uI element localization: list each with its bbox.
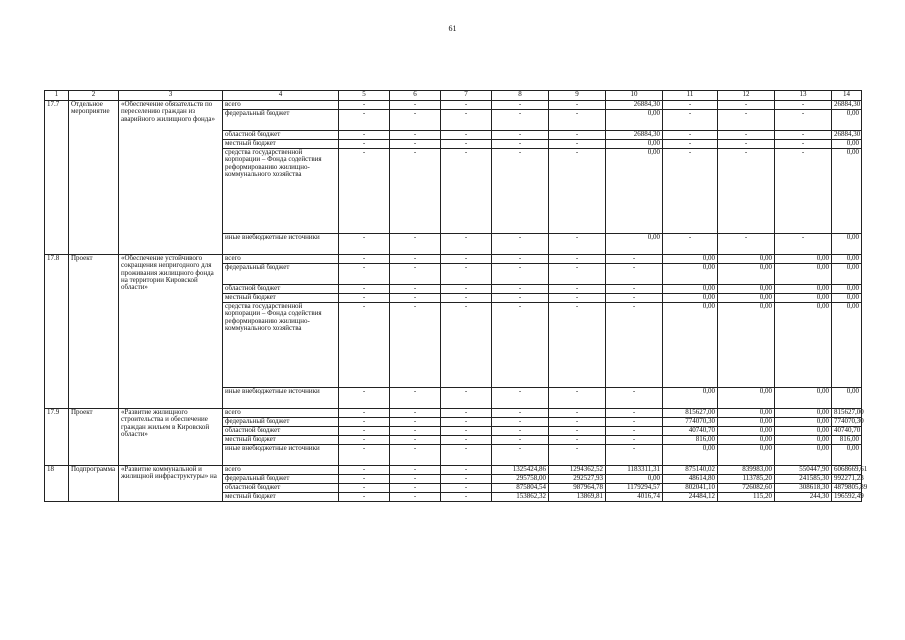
table-row [45, 466, 862, 475]
value-cell: 0,00 [718, 418, 775, 427]
value-cell: - [549, 140, 606, 149]
value-cell: - [549, 131, 606, 140]
value-cell: - [441, 285, 492, 294]
value-cell: - [339, 445, 390, 466]
value-cell: 1179294,57 [606, 484, 663, 493]
value-cell: 1294362,52 [549, 466, 606, 475]
value-cell: - [492, 264, 549, 285]
value-cell: - [339, 427, 390, 436]
value-cell: - [492, 285, 549, 294]
value-cell: - [606, 445, 663, 466]
value-cell: - [339, 466, 390, 475]
value-cell: - [492, 388, 549, 409]
value-cell: - [339, 388, 390, 409]
table-row [45, 101, 862, 110]
funding-source: местный бюджет [223, 140, 339, 149]
block-number: 18 [45, 466, 69, 502]
value-cell: 0,00 [663, 285, 718, 294]
value-cell: - [718, 131, 775, 140]
block-type: Отдельное мероприятие [69, 101, 119, 255]
value-cell: - [441, 409, 492, 418]
value-cell: 987964,78 [549, 484, 606, 493]
value-cell: 1325424,86 [492, 466, 549, 475]
value-cell: 0,00 [832, 294, 862, 303]
value-cell: - [390, 484, 441, 493]
value-cell: - [441, 445, 492, 466]
value-cell: - [339, 418, 390, 427]
column-header: 12 [718, 91, 775, 101]
value-cell: - [441, 493, 492, 502]
column-header: 14 [832, 91, 862, 101]
value-cell: 0,00 [832, 255, 862, 264]
value-cell: - [549, 264, 606, 285]
value-cell: - [441, 101, 492, 110]
value-cell: - [390, 427, 441, 436]
page-number: 61 [448, 24, 457, 33]
value-cell: - [775, 149, 832, 234]
table-row [45, 409, 862, 418]
value-cell: - [339, 294, 390, 303]
value-cell: - [549, 101, 606, 110]
value-cell: - [492, 149, 549, 234]
value-cell: - [549, 427, 606, 436]
value-cell: 774070,30 [663, 418, 718, 427]
value-cell: 0,00 [718, 388, 775, 409]
funding-source: всего [223, 101, 339, 110]
value-cell: - [549, 110, 606, 131]
value-cell: 0,00 [832, 149, 862, 234]
value-cell: - [718, 234, 775, 255]
funding-source: всего [223, 409, 339, 418]
value-cell: - [549, 388, 606, 409]
value-cell: 4016,74 [606, 493, 663, 502]
value-cell: - [775, 131, 832, 140]
value-cell: - [390, 493, 441, 502]
value-cell: - [441, 418, 492, 427]
value-cell: - [492, 303, 549, 388]
value-cell: - [492, 110, 549, 131]
value-cell: - [441, 264, 492, 285]
block-type: Подпрограмма [69, 466, 119, 502]
funding-source: областной бюджет [223, 285, 339, 294]
value-cell: - [339, 484, 390, 493]
value-cell: - [663, 140, 718, 149]
value-cell: - [339, 149, 390, 234]
value-cell: - [492, 409, 549, 418]
column-header: 5 [339, 91, 390, 101]
funding-source: всего [223, 255, 339, 264]
value-cell: - [441, 255, 492, 264]
value-cell: 0,00 [606, 149, 663, 234]
value-cell: 0,00 [718, 303, 775, 388]
value-cell: - [441, 140, 492, 149]
funding-source: федеральный бюджет [223, 418, 339, 427]
value-cell: - [339, 234, 390, 255]
value-cell: - [718, 140, 775, 149]
value-cell: - [663, 234, 718, 255]
block-title: «Развитие коммунальной и жилищной инфраструктуры» на [119, 466, 223, 502]
value-cell: 295758,00 [492, 475, 549, 484]
value-cell: 875140,02 [663, 466, 718, 475]
value-cell: - [492, 427, 549, 436]
value-cell: - [663, 101, 718, 110]
value-cell: - [606, 409, 663, 418]
value-cell: - [718, 149, 775, 234]
funding-source: всего [223, 466, 339, 475]
value-cell: - [390, 418, 441, 427]
table-row [45, 255, 862, 264]
value-cell: 292527,93 [549, 475, 606, 484]
value-cell: - [441, 427, 492, 436]
value-cell: - [663, 131, 718, 140]
value-cell: 875804,54 [492, 484, 549, 493]
value-cell: 816,00 [832, 436, 862, 445]
value-cell: 308618,30 [775, 484, 832, 493]
value-cell: 115,20 [718, 493, 775, 502]
value-cell: 0,00 [663, 264, 718, 285]
value-cell: 0,00 [832, 110, 862, 131]
value-cell: - [339, 436, 390, 445]
funding-source: местный бюджет [223, 436, 339, 445]
value-cell: 0,00 [775, 436, 832, 445]
value-cell: 726082,60 [718, 484, 775, 493]
value-cell: 153862,32 [492, 493, 549, 502]
value-cell: 196592,49 [832, 493, 862, 502]
value-cell: - [606, 303, 663, 388]
block-title: «Развитие жилищного строительства и обеспечение граждан жильем в Кировской области» [119, 409, 223, 466]
value-cell: - [390, 110, 441, 131]
value-cell: 24484,12 [663, 493, 718, 502]
value-cell: - [339, 493, 390, 502]
value-cell: 0,00 [718, 409, 775, 418]
value-cell: - [549, 303, 606, 388]
budget-table [44, 90, 868, 502]
value-cell: 815627,00 [832, 409, 862, 418]
value-cell: 244,30 [775, 493, 832, 502]
value-cell: - [606, 427, 663, 436]
value-cell: - [606, 255, 663, 264]
value-cell: 241585,30 [775, 475, 832, 484]
funding-source: иные внебюджетные источники [223, 388, 339, 409]
value-cell: - [390, 149, 441, 234]
value-cell: - [390, 255, 441, 264]
block-title: «Обеспечение устойчивого сокращения непригодного для проживания жилищного фонда на территории Кировской области» [119, 255, 223, 409]
value-cell: 0,00 [775, 255, 832, 264]
value-cell: 0,00 [718, 427, 775, 436]
value-cell: 0,00 [663, 388, 718, 409]
value-cell: - [549, 285, 606, 294]
block-number: 17.9 [45, 409, 69, 466]
value-cell: 0,00 [718, 285, 775, 294]
value-cell: - [606, 294, 663, 303]
value-cell: - [390, 445, 441, 466]
value-cell: - [339, 409, 390, 418]
column-header: 1 [45, 91, 69, 101]
value-cell: 1183311,31 [606, 466, 663, 475]
value-cell: - [606, 388, 663, 409]
value-cell: 0,00 [606, 234, 663, 255]
value-cell: - [339, 475, 390, 484]
column-header: 8 [492, 91, 549, 101]
value-cell: - [775, 110, 832, 131]
value-cell: 0,00 [606, 110, 663, 131]
value-cell: 0,00 [832, 303, 862, 388]
funding-source: федеральный бюджет [223, 110, 339, 131]
value-cell: - [549, 294, 606, 303]
value-cell: 0,00 [718, 255, 775, 264]
value-cell: - [390, 285, 441, 294]
value-cell: 40740,70 [832, 427, 862, 436]
value-cell: - [339, 285, 390, 294]
value-cell: - [775, 101, 832, 110]
value-cell: - [441, 234, 492, 255]
value-cell: - [339, 131, 390, 140]
value-cell: 48614,80 [663, 475, 718, 484]
value-cell: 0,00 [775, 445, 832, 466]
value-cell: - [339, 101, 390, 110]
value-cell: 0,00 [718, 264, 775, 285]
value-cell: - [606, 264, 663, 285]
value-cell: - [549, 436, 606, 445]
value-cell: - [339, 303, 390, 388]
value-cell: - [606, 436, 663, 445]
value-cell: - [492, 445, 549, 466]
value-cell: - [390, 101, 441, 110]
value-cell: - [492, 436, 549, 445]
value-cell: 0,00 [832, 445, 862, 466]
funding-source: средства государственной корпорации – Фонда содействия реформированию жилищно-коммунального хозяйства [223, 149, 339, 234]
value-cell: 0,00 [718, 294, 775, 303]
funding-source: иные внебюджетные источники [223, 445, 339, 466]
value-cell: - [549, 418, 606, 427]
value-cell: 0,00 [775, 418, 832, 427]
value-cell: 550447,90 [775, 466, 832, 475]
funding-source: федеральный бюджет [223, 475, 339, 484]
value-cell: 0,00 [775, 427, 832, 436]
value-cell: 816,00 [663, 436, 718, 445]
value-cell: - [549, 409, 606, 418]
value-cell: - [606, 285, 663, 294]
value-cell: - [718, 110, 775, 131]
value-cell: - [390, 140, 441, 149]
value-cell: 26884,30 [832, 101, 862, 110]
funding-source: местный бюджет [223, 493, 339, 502]
value-cell: - [663, 149, 718, 234]
value-cell: 0,00 [775, 388, 832, 409]
column-header: 11 [663, 91, 718, 101]
value-cell: - [549, 255, 606, 264]
value-cell: 0,00 [775, 409, 832, 418]
value-cell: 0,00 [832, 140, 862, 149]
column-header: 3 [119, 91, 223, 101]
value-cell: - [441, 388, 492, 409]
funding-source: федеральный бюджет [223, 264, 339, 285]
column-header: 13 [775, 91, 832, 101]
value-cell: - [390, 131, 441, 140]
funding-source: областной бюджет [223, 484, 339, 493]
value-cell: - [549, 149, 606, 234]
value-cell: 40740,70 [663, 427, 718, 436]
value-cell: 0,00 [832, 234, 862, 255]
value-cell: - [775, 234, 832, 255]
value-cell: - [492, 255, 549, 264]
value-cell: 0,00 [775, 303, 832, 388]
value-cell: - [441, 436, 492, 445]
value-cell: 0,00 [663, 294, 718, 303]
block-title: «Обеспечение обязательств по переселению граждан из аварийного жилищного фонда» [119, 101, 223, 255]
value-cell: 774070,30 [832, 418, 862, 427]
value-cell: 6068669,61 [832, 466, 862, 475]
value-cell: 0,00 [663, 303, 718, 388]
value-cell: 0,00 [718, 445, 775, 466]
value-cell: - [441, 475, 492, 484]
header-row [45, 91, 862, 101]
value-cell: - [492, 418, 549, 427]
value-cell: - [492, 140, 549, 149]
value-cell: - [441, 131, 492, 140]
value-cell: 0,00 [775, 294, 832, 303]
value-cell: 815627,00 [663, 409, 718, 418]
value-cell: 0,00 [832, 264, 862, 285]
value-cell: - [390, 409, 441, 418]
value-cell: - [390, 234, 441, 255]
funding-source: областной бюджет [223, 131, 339, 140]
column-header: 9 [549, 91, 606, 101]
value-cell: - [492, 131, 549, 140]
value-cell: - [492, 294, 549, 303]
value-cell: - [339, 255, 390, 264]
funding-source: местный бюджет [223, 294, 339, 303]
value-cell: - [390, 294, 441, 303]
value-cell: - [390, 264, 441, 285]
value-cell: - [492, 101, 549, 110]
value-cell: - [492, 234, 549, 255]
value-cell: 113785,20 [718, 475, 775, 484]
column-header: 2 [69, 91, 119, 101]
value-cell: 0,00 [832, 285, 862, 294]
value-cell: - [775, 140, 832, 149]
value-cell: - [339, 110, 390, 131]
value-cell: - [339, 264, 390, 285]
value-cell: 26884,30 [832, 131, 862, 140]
value-cell: 4879805,89 [832, 484, 862, 493]
funding-source: иные внебюджетные источники [223, 234, 339, 255]
value-cell: 0,00 [663, 445, 718, 466]
value-cell: 992271,23 [832, 475, 862, 484]
value-cell: 26884,30 [606, 101, 663, 110]
value-cell: - [390, 436, 441, 445]
value-cell: - [441, 303, 492, 388]
column-header: 6 [390, 91, 441, 101]
value-cell: - [441, 484, 492, 493]
value-cell: - [441, 294, 492, 303]
column-header: 10 [606, 91, 663, 101]
value-cell: 839983,00 [718, 466, 775, 475]
value-cell: - [441, 110, 492, 131]
block-number: 17.7 [45, 101, 69, 255]
block-number: 17.8 [45, 255, 69, 409]
value-cell: - [441, 466, 492, 475]
value-cell: 0,00 [606, 475, 663, 484]
funding-source: областной бюджет [223, 427, 339, 436]
value-cell: 0,00 [775, 285, 832, 294]
value-cell: 0,00 [832, 388, 862, 409]
value-cell: 0,00 [663, 255, 718, 264]
value-cell: - [390, 388, 441, 409]
funding-source: средства государственной корпорации – Фонда содействия реформированию жилищно-коммунального хозяйства [223, 303, 339, 388]
block-type: Проект [69, 409, 119, 466]
value-cell: - [390, 303, 441, 388]
column-header: 4 [223, 91, 339, 101]
value-cell: 0,00 [718, 436, 775, 445]
column-header: 7 [441, 91, 492, 101]
value-cell: - [606, 418, 663, 427]
value-cell: 13869,81 [549, 493, 606, 502]
value-cell: - [663, 110, 718, 131]
value-cell: - [441, 149, 492, 234]
value-cell: 0,00 [606, 140, 663, 149]
value-cell: 26884,30 [606, 131, 663, 140]
value-cell: - [390, 475, 441, 484]
value-cell: 0,00 [775, 264, 832, 285]
value-cell: - [390, 466, 441, 475]
value-cell: - [718, 101, 775, 110]
value-cell: 802041,10 [663, 484, 718, 493]
block-type: Проект [69, 255, 119, 409]
value-cell: - [549, 234, 606, 255]
value-cell: - [339, 140, 390, 149]
value-cell: - [549, 445, 606, 466]
